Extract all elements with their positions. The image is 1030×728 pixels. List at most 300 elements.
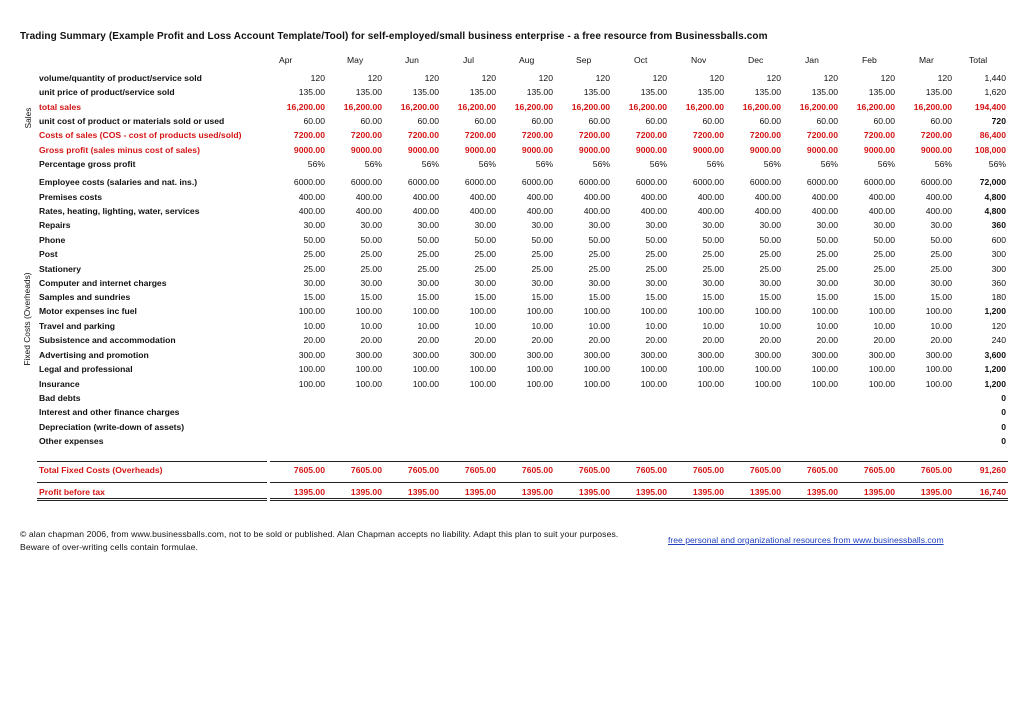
cell-mar[interactable]: 135.00 [925,87,952,97]
cell-mar[interactable]: 25.00 [930,264,952,274]
cell-oct[interactable]: 50.00 [645,235,667,245]
cell-feb[interactable]: 400.00 [868,192,895,202]
cell-jan[interactable]: 400.00 [811,206,838,216]
cell-may[interactable]: 56% [364,159,382,169]
cell-aug[interactable]: 60.00 [531,116,553,126]
cell-aug[interactable]: 1395.00 [521,487,553,497]
cell-jul[interactable]: 25.00 [474,264,496,274]
cell-oct[interactable]: 400.00 [640,192,667,202]
cell-jun[interactable]: 9000.00 [407,145,439,155]
cell-jul[interactable]: 400.00 [469,192,496,202]
cell-may[interactable]: 100.00 [355,379,382,389]
cell-apr[interactable]: 100.00 [298,379,325,389]
cell-dec[interactable]: 6000.00 [749,177,781,187]
cell-jun[interactable]: 100.00 [412,364,439,374]
cell-aug[interactable]: 7200.00 [521,130,553,140]
cell-jul[interactable]: 50.00 [474,235,496,245]
cell-oct[interactable]: 100.00 [640,306,667,316]
cell-total[interactable]: 360 [991,220,1006,230]
cell-aug[interactable]: 100.00 [526,364,553,374]
cell-apr[interactable]: 10.00 [303,321,325,331]
cell-oct[interactable]: 25.00 [645,249,667,259]
cell-sep[interactable]: 50.00 [588,235,610,245]
cell-oct[interactable]: 9000.00 [635,145,667,155]
cell-jul[interactable]: 100.00 [469,379,496,389]
cell-sep[interactable]: 20.00 [588,335,610,345]
cell-sep[interactable]: 15.00 [588,292,610,302]
cell-oct[interactable]: 60.00 [645,116,667,126]
cell-dec[interactable]: 25.00 [759,264,781,274]
cell-total[interactable]: 300 [991,249,1006,259]
cell-mar[interactable]: 50.00 [930,235,952,245]
cell-total[interactable]: 72,000 [979,177,1006,187]
cell-jan[interactable]: 6000.00 [806,177,838,187]
cell-oct[interactable]: 135.00 [640,87,667,97]
cell-may[interactable]: 7605.00 [350,465,382,475]
cell-jun[interactable]: 400.00 [412,192,439,202]
cell-aug[interactable]: 120 [538,73,553,83]
cell-total[interactable]: 600 [991,235,1006,245]
cell-total[interactable]: 1,440 [984,73,1006,83]
cell-total[interactable]: 360 [991,278,1006,288]
cell-jul[interactable]: 9000.00 [464,145,496,155]
cell-aug[interactable]: 15.00 [531,292,553,302]
cell-oct[interactable]: 30.00 [645,278,667,288]
cell-dec[interactable]: 9000.00 [749,145,781,155]
cell-mar[interactable]: 16,200.00 [913,102,952,112]
cell-jun[interactable]: 25.00 [417,249,439,259]
cell-may[interactable]: 30.00 [360,278,382,288]
cell-jul[interactable]: 135.00 [469,87,496,97]
cell-sep[interactable]: 6000.00 [578,177,610,187]
cell-oct[interactable]: 6000.00 [635,177,667,187]
cell-may[interactable]: 15.00 [360,292,382,302]
cell-feb[interactable]: 7200.00 [863,130,895,140]
cell-nov[interactable]: 100.00 [697,364,724,374]
cell-sep[interactable]: 120 [595,73,610,83]
cell-jun[interactable]: 1395.00 [407,487,439,497]
cell-mar[interactable]: 25.00 [930,249,952,259]
cell-sep[interactable]: 9000.00 [578,145,610,155]
cell-sep[interactable]: 10.00 [588,321,610,331]
cell-dec[interactable]: 16,200.00 [742,102,781,112]
cell-mar[interactable]: 400.00 [925,192,952,202]
cell-total[interactable]: 1,200 [984,379,1006,389]
cell-may[interactable]: 10.00 [360,321,382,331]
cell-total[interactable]: 91,260 [979,465,1006,475]
cell-nov[interactable]: 1395.00 [692,487,724,497]
cell-apr[interactable]: 16,200.00 [286,102,325,112]
cell-mar[interactable]: 7200.00 [920,130,952,140]
cell-jan[interactable]: 30.00 [816,278,838,288]
cell-mar[interactable]: 300.00 [925,350,952,360]
cell-total[interactable]: 3,600 [984,350,1006,360]
cell-apr[interactable]: 300.00 [298,350,325,360]
cell-dec[interactable]: 135.00 [754,87,781,97]
cell-aug[interactable]: 9000.00 [521,145,553,155]
cell-total[interactable]: 108,000 [974,145,1006,155]
cell-oct[interactable]: 100.00 [640,364,667,374]
cell-nov[interactable]: 56% [706,159,724,169]
cell-aug[interactable]: 16,200.00 [514,102,553,112]
cell-apr[interactable]: 9000.00 [293,145,325,155]
cell-total[interactable]: 720 [991,116,1006,126]
cell-aug[interactable]: 56% [535,159,553,169]
cell-feb[interactable]: 60.00 [873,116,895,126]
cell-feb[interactable]: 9000.00 [863,145,895,155]
cell-mar[interactable]: 30.00 [930,278,952,288]
cell-total[interactable]: 86,400 [979,130,1006,140]
cell-jan[interactable]: 7200.00 [806,130,838,140]
cell-jun[interactable]: 50.00 [417,235,439,245]
cell-dec[interactable]: 50.00 [759,235,781,245]
cell-sep[interactable]: 30.00 [588,278,610,288]
cell-apr[interactable]: 25.00 [303,249,325,259]
cell-mar[interactable]: 9000.00 [920,145,952,155]
cell-jul[interactable]: 25.00 [474,249,496,259]
cell-total[interactable]: 240 [991,335,1006,345]
cell-may[interactable]: 400.00 [355,206,382,216]
cell-apr[interactable]: 7605.00 [293,465,325,475]
cell-nov[interactable]: 300.00 [697,350,724,360]
cell-apr[interactable]: 25.00 [303,264,325,274]
cell-jan[interactable]: 60.00 [816,116,838,126]
cell-sep[interactable]: 1395.00 [578,487,610,497]
cell-aug[interactable]: 30.00 [531,278,553,288]
cell-may[interactable]: 300.00 [355,350,382,360]
cell-total[interactable]: 56% [988,159,1006,169]
cell-may[interactable]: 7200.00 [350,130,382,140]
cell-aug[interactable]: 400.00 [526,192,553,202]
cell-aug[interactable]: 100.00 [526,306,553,316]
cell-jul[interactable]: 30.00 [474,278,496,288]
cell-jul[interactable]: 56% [478,159,496,169]
cell-feb[interactable]: 135.00 [868,87,895,97]
cell-may[interactable]: 6000.00 [350,177,382,187]
cell-total[interactable]: 120 [991,321,1006,331]
cell-feb[interactable]: 16,200.00 [856,102,895,112]
cell-jun[interactable]: 56% [421,159,439,169]
cell-mar[interactable]: 100.00 [925,364,952,374]
cell-apr[interactable]: 60.00 [303,116,325,126]
cell-apr[interactable]: 56% [307,159,325,169]
cell-apr[interactable]: 1395.00 [293,487,325,497]
cell-apr[interactable]: 15.00 [303,292,325,302]
cell-sep[interactable]: 135.00 [583,87,610,97]
cell-oct[interactable]: 20.00 [645,335,667,345]
cell-may[interactable]: 30.00 [360,220,382,230]
cell-apr[interactable]: 100.00 [298,364,325,374]
cell-apr[interactable]: 30.00 [303,220,325,230]
cell-jul[interactable]: 400.00 [469,206,496,216]
cell-sep[interactable]: 30.00 [588,220,610,230]
cell-nov[interactable]: 6000.00 [692,177,724,187]
cell-feb[interactable]: 1395.00 [863,487,895,497]
cell-nov[interactable]: 20.00 [702,335,724,345]
cell-nov[interactable]: 25.00 [702,264,724,274]
cell-jul[interactable]: 6000.00 [464,177,496,187]
cell-nov[interactable]: 16,200.00 [685,102,724,112]
cell-dec[interactable]: 25.00 [759,249,781,259]
cell-jun[interactable]: 15.00 [417,292,439,302]
cell-sep[interactable]: 60.00 [588,116,610,126]
cell-total[interactable]: 0 [1001,407,1006,417]
cell-may[interactable]: 16,200.00 [343,102,382,112]
cell-mar[interactable]: 10.00 [930,321,952,331]
cell-mar[interactable]: 20.00 [930,335,952,345]
cell-aug[interactable]: 25.00 [531,264,553,274]
cell-apr[interactable]: 120 [310,73,325,83]
cell-feb[interactable]: 100.00 [868,306,895,316]
cell-feb[interactable]: 50.00 [873,235,895,245]
cell-jun[interactable]: 7200.00 [407,130,439,140]
cell-jan[interactable]: 9000.00 [806,145,838,155]
cell-sep[interactable]: 25.00 [588,264,610,274]
cell-feb[interactable]: 10.00 [873,321,895,331]
cell-may[interactable]: 120 [367,73,382,83]
cell-total[interactable]: 4,800 [984,206,1006,216]
cell-dec[interactable]: 100.00 [754,306,781,316]
cell-aug[interactable]: 100.00 [526,379,553,389]
cell-oct[interactable]: 25.00 [645,264,667,274]
cell-nov[interactable]: 15.00 [702,292,724,302]
cell-mar[interactable]: 56% [934,159,952,169]
cell-nov[interactable]: 30.00 [702,220,724,230]
cell-jul[interactable]: 100.00 [469,306,496,316]
cell-total[interactable]: 1,200 [984,306,1006,316]
cell-jan[interactable]: 100.00 [811,379,838,389]
cell-apr[interactable]: 30.00 [303,278,325,288]
cell-may[interactable]: 50.00 [360,235,382,245]
cell-jun[interactable]: 100.00 [412,306,439,316]
cell-dec[interactable]: 1395.00 [749,487,781,497]
cell-total[interactable]: 4,800 [984,192,1006,202]
cell-may[interactable]: 1395.00 [350,487,382,497]
cell-dec[interactable]: 120 [766,73,781,83]
cell-sep[interactable]: 7605.00 [578,465,610,475]
cell-oct[interactable]: 100.00 [640,379,667,389]
cell-feb[interactable]: 400.00 [868,206,895,216]
cell-jul[interactable]: 300.00 [469,350,496,360]
cell-dec[interactable]: 100.00 [754,379,781,389]
cell-mar[interactable]: 60.00 [930,116,952,126]
cell-feb[interactable]: 300.00 [868,350,895,360]
cell-feb[interactable]: 120 [880,73,895,83]
cell-mar[interactable]: 1395.00 [920,487,952,497]
cell-jun[interactable]: 30.00 [417,220,439,230]
cell-jan[interactable]: 400.00 [811,192,838,202]
cell-jan[interactable]: 100.00 [811,306,838,316]
cell-jul[interactable]: 7605.00 [464,465,496,475]
cell-nov[interactable]: 7605.00 [692,465,724,475]
cell-aug[interactable]: 135.00 [526,87,553,97]
cell-oct[interactable]: 120 [652,73,667,83]
cell-jun[interactable]: 10.00 [417,321,439,331]
cell-mar[interactable]: 400.00 [925,206,952,216]
cell-nov[interactable]: 50.00 [702,235,724,245]
cell-dec[interactable]: 15.00 [759,292,781,302]
cell-total[interactable]: 0 [1001,393,1006,403]
cell-may[interactable]: 100.00 [355,364,382,374]
cell-jan[interactable]: 7605.00 [806,465,838,475]
cell-feb[interactable]: 25.00 [873,249,895,259]
cell-dec[interactable]: 30.00 [759,220,781,230]
cell-jul[interactable]: 16,200.00 [457,102,496,112]
cell-oct[interactable]: 7605.00 [635,465,667,475]
cell-jun[interactable]: 6000.00 [407,177,439,187]
cell-jul[interactable]: 120 [481,73,496,83]
cell-feb[interactable]: 56% [877,159,895,169]
cell-aug[interactable]: 300.00 [526,350,553,360]
cell-feb[interactable]: 100.00 [868,364,895,374]
cell-aug[interactable]: 20.00 [531,335,553,345]
cell-oct[interactable]: 1395.00 [635,487,667,497]
cell-jul[interactable]: 60.00 [474,116,496,126]
cell-jan[interactable]: 15.00 [816,292,838,302]
cell-sep[interactable]: 25.00 [588,249,610,259]
cell-sep[interactable]: 100.00 [583,306,610,316]
cell-may[interactable]: 20.00 [360,335,382,345]
cell-jun[interactable]: 20.00 [417,335,439,345]
cell-jan[interactable]: 10.00 [816,321,838,331]
cell-feb[interactable]: 30.00 [873,278,895,288]
cell-dec[interactable]: 7605.00 [749,465,781,475]
cell-apr[interactable]: 6000.00 [293,177,325,187]
cell-may[interactable]: 135.00 [355,87,382,97]
cell-jun[interactable]: 120 [424,73,439,83]
cell-may[interactable]: 100.00 [355,306,382,316]
cell-oct[interactable]: 7200.00 [635,130,667,140]
cell-jul[interactable]: 1395.00 [464,487,496,497]
cell-feb[interactable]: 6000.00 [863,177,895,187]
cell-nov[interactable]: 100.00 [697,379,724,389]
cell-jun[interactable]: 60.00 [417,116,439,126]
cell-apr[interactable]: 100.00 [298,306,325,316]
cell-apr[interactable]: 400.00 [298,192,325,202]
cell-feb[interactable]: 100.00 [868,379,895,389]
cell-jan[interactable]: 135.00 [811,87,838,97]
cell-oct[interactable]: 15.00 [645,292,667,302]
cell-feb[interactable]: 30.00 [873,220,895,230]
cell-jun[interactable]: 30.00 [417,278,439,288]
cell-oct[interactable]: 400.00 [640,206,667,216]
cell-jan[interactable]: 30.00 [816,220,838,230]
cell-dec[interactable]: 400.00 [754,192,781,202]
cell-nov[interactable]: 400.00 [697,192,724,202]
cell-jun[interactable]: 7605.00 [407,465,439,475]
cell-feb[interactable]: 15.00 [873,292,895,302]
cell-sep[interactable]: 100.00 [583,379,610,389]
cell-aug[interactable]: 30.00 [531,220,553,230]
cell-jun[interactable]: 300.00 [412,350,439,360]
cell-nov[interactable]: 7200.00 [692,130,724,140]
cell-total[interactable]: 300 [991,264,1006,274]
cell-nov[interactable]: 25.00 [702,249,724,259]
cell-total[interactable]: 16,740 [979,487,1006,497]
cell-total[interactable]: 180 [991,292,1006,302]
cell-total[interactable]: 1,620 [984,87,1006,97]
cell-dec[interactable]: 60.00 [759,116,781,126]
cell-mar[interactable]: 15.00 [930,292,952,302]
cell-jun[interactable]: 400.00 [412,206,439,216]
cell-nov[interactable]: 30.00 [702,278,724,288]
cell-may[interactable]: 400.00 [355,192,382,202]
cell-total[interactable]: 0 [1001,422,1006,432]
cell-jan[interactable]: 120 [823,73,838,83]
cell-nov[interactable]: 400.00 [697,206,724,216]
cell-may[interactable]: 25.00 [360,264,382,274]
cell-oct[interactable]: 10.00 [645,321,667,331]
cell-mar[interactable]: 100.00 [925,306,952,316]
cell-mar[interactable]: 120 [937,73,952,83]
cell-jul[interactable]: 7200.00 [464,130,496,140]
cell-dec[interactable]: 300.00 [754,350,781,360]
cell-mar[interactable]: 6000.00 [920,177,952,187]
cell-jul[interactable]: 100.00 [469,364,496,374]
cell-sep[interactable]: 100.00 [583,364,610,374]
cell-oct[interactable]: 56% [649,159,667,169]
cell-aug[interactable]: 10.00 [531,321,553,331]
cell-mar[interactable]: 7605.00 [920,465,952,475]
cell-jan[interactable]: 25.00 [816,264,838,274]
businessballs-link[interactable]: free personal and organizational resources from www.businessballs.com [668,535,944,545]
cell-sep[interactable]: 400.00 [583,192,610,202]
cell-dec[interactable]: 10.00 [759,321,781,331]
cell-oct[interactable]: 30.00 [645,220,667,230]
cell-aug[interactable]: 50.00 [531,235,553,245]
cell-jan[interactable]: 56% [820,159,838,169]
cell-apr[interactable]: 400.00 [298,206,325,216]
cell-apr[interactable]: 7200.00 [293,130,325,140]
cell-apr[interactable]: 20.00 [303,335,325,345]
cell-dec[interactable]: 20.00 [759,335,781,345]
cell-jan[interactable]: 1395.00 [806,487,838,497]
cell-may[interactable]: 60.00 [360,116,382,126]
cell-aug[interactable]: 7605.00 [521,465,553,475]
cell-apr[interactable]: 50.00 [303,235,325,245]
cell-dec[interactable]: 400.00 [754,206,781,216]
cell-jan[interactable]: 20.00 [816,335,838,345]
cell-jun[interactable]: 16,200.00 [400,102,439,112]
cell-feb[interactable]: 25.00 [873,264,895,274]
cell-nov[interactable]: 10.00 [702,321,724,331]
cell-jan[interactable]: 300.00 [811,350,838,360]
cell-sep[interactable]: 300.00 [583,350,610,360]
cell-jan[interactable]: 16,200.00 [799,102,838,112]
cell-dec[interactable]: 30.00 [759,278,781,288]
cell-sep[interactable]: 7200.00 [578,130,610,140]
cell-nov[interactable]: 60.00 [702,116,724,126]
cell-aug[interactable]: 25.00 [531,249,553,259]
cell-aug[interactable]: 6000.00 [521,177,553,187]
cell-oct[interactable]: 300.00 [640,350,667,360]
cell-nov[interactable]: 9000.00 [692,145,724,155]
cell-jul[interactable]: 20.00 [474,335,496,345]
cell-feb[interactable]: 20.00 [873,335,895,345]
cell-jul[interactable]: 15.00 [474,292,496,302]
cell-jul[interactable]: 10.00 [474,321,496,331]
cell-total[interactable]: 194,400 [974,102,1006,112]
cell-jun[interactable]: 100.00 [412,379,439,389]
cell-jan[interactable]: 100.00 [811,364,838,374]
cell-jun[interactable]: 135.00 [412,87,439,97]
cell-jun[interactable]: 25.00 [417,264,439,274]
cell-oct[interactable]: 16,200.00 [628,102,667,112]
cell-total[interactable]: 0 [1001,436,1006,446]
cell-sep[interactable]: 56% [592,159,610,169]
cell-feb[interactable]: 7605.00 [863,465,895,475]
cell-apr[interactable]: 135.00 [298,87,325,97]
